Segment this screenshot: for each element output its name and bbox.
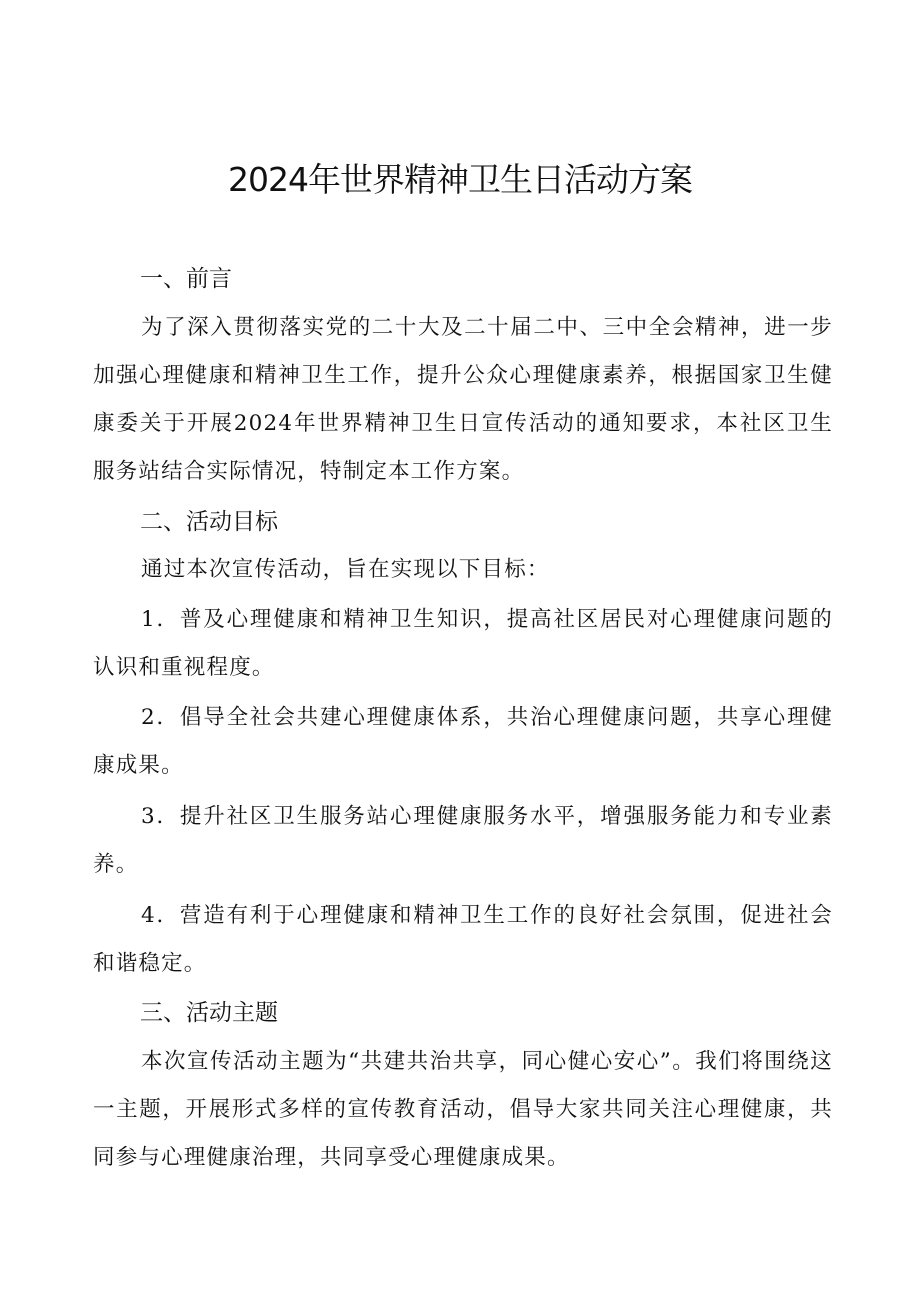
preface-paragraph: 为了深入贯彻落实党的二十大及二十届二中、三中全会精神，进一步加强心理健康和精神卫生工作，提升公众心理健康素养，根据国家卫生健康委关于开展2024年世界精神卫生日宣传活动的通知要求，本社区卫生服务站结合实际情况，特制定本工作方案。 (93, 315, 833, 484)
goal-item-4: 4．营造有利于心理健康和精神卫生工作的良好社会氛围，促进社会和谐稳定。 (93, 903, 833, 976)
goal-item-2: 2．倡导全社会共建心理健康体系，共治心理健康问题，共享心理健康成果。 (93, 705, 833, 778)
theme-paragraph: 本次宣传活动主题为“共建共治共享，同心健心安心”。我们将围绕这一主题，开展形式多样的宣传教育活动，倡导大家共同关注心理健康，共同参与心理健康治理，共同享受心理健康成果。 (93, 1049, 833, 1170)
goal-item-3: 3．提升社区卫生服务站心理健康服务水平，增强服务能力和专业素养。 (93, 804, 833, 877)
section-heading-goals: 二、活动目标 (140, 509, 278, 535)
document-title: 2024年世界精神卫生日活动方案 (228, 160, 692, 199)
goal-item-1: 1．普及心理健康和精神卫生知识，提高社区居民对心理健康问题的认识和重视程度。 (93, 607, 833, 680)
section-heading-theme: 三、活动主题 (140, 1000, 278, 1026)
goals-intro-paragraph: 通过本次宣传活动，旨在实现以下目标： (141, 557, 550, 582)
section-heading-preface: 一、前言 (140, 266, 232, 292)
